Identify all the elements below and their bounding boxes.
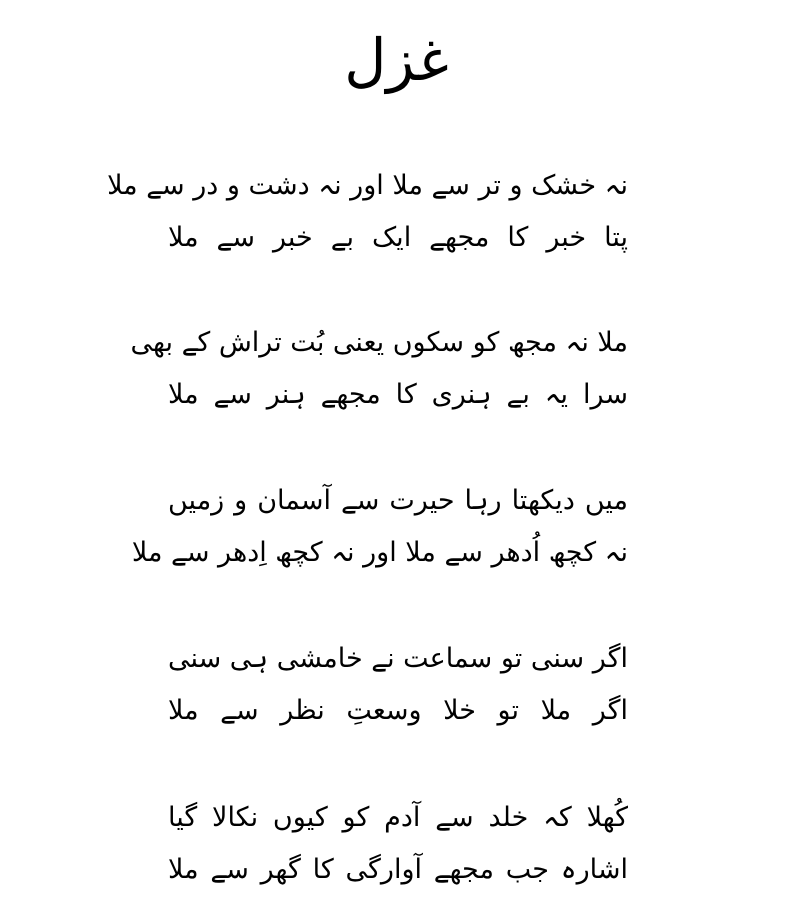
verse-line: کُھلا کہ خلد سے آدم کو کیوں نکالا گیا — [168, 802, 628, 833]
stanza-1 — [107, 160, 628, 264]
poem-title: غزل — [344, 26, 449, 94]
stanza-2 — [130, 317, 628, 421]
verse-line: میں دیکھتا رہا حیرت سے آسمان و زمیں — [168, 485, 628, 516]
verse-line: ملا نہ مجھ کو سکوں یعنی بُت تراش کے بھی — [130, 327, 628, 358]
stanza-3 — [131, 475, 628, 579]
verse-line: نہ خشک و تر سے ملا اور نہ دشت و در سے ملا — [107, 170, 628, 201]
verse-line: نہ کچھ اُدھر سے ملا اور نہ کچھ اِدھر سے ملا — [131, 537, 628, 568]
verse-line: سرا یہ بے ہنری کا مجھے ہنر سے ملا — [168, 379, 628, 410]
stanza-5 — [168, 792, 628, 896]
verse-line: اشارہ جب مجھے آوارگی کا گھر سے ملا — [168, 854, 628, 885]
stanza-4 — [168, 633, 628, 737]
verse-line: اگر ملا تو خلا وسعتِ نظر سے ملا — [168, 695, 628, 726]
verse-line: اگر سنی تو سماعت نے خامشی ہی سنی — [167, 643, 628, 674]
verse-line: پتا خبر کا مجھے ایک بے خبر سے ملا — [168, 222, 628, 253]
